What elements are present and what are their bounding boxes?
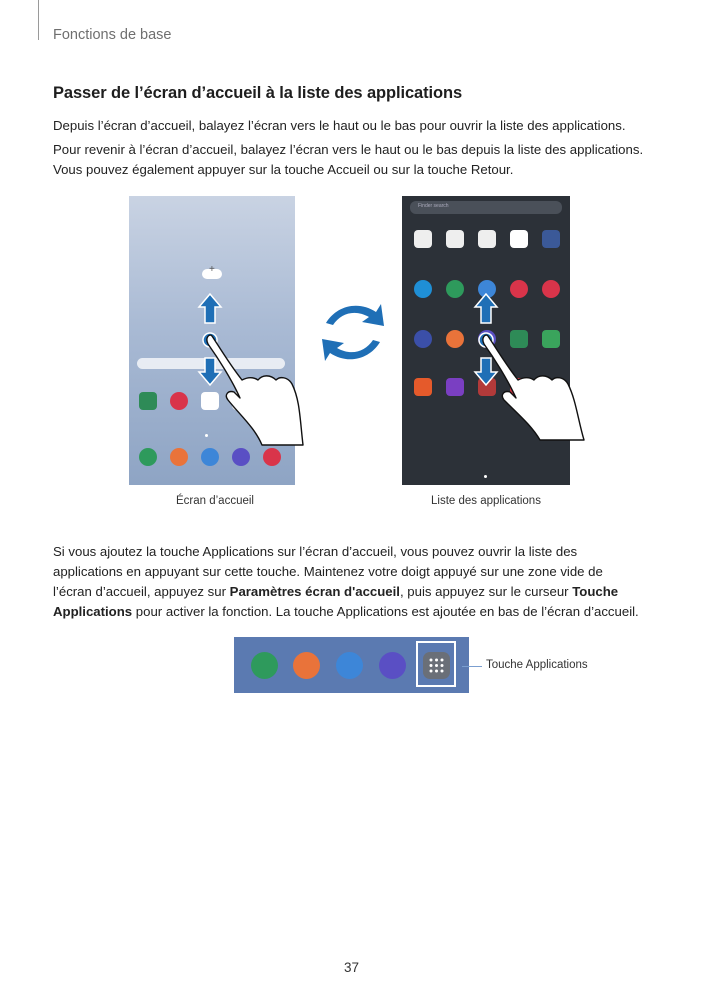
- dock-bar-illustration: [234, 637, 469, 693]
- dock-contacts-icon: [293, 652, 320, 679]
- touche-term: Touche: [572, 584, 619, 599]
- body-line-4: [53, 602, 653, 622]
- apps-hand-pointer-icon: [483, 335, 584, 440]
- dock-internet-icon: [379, 652, 406, 679]
- apps-search-placeholder: Finder search: [418, 203, 449, 209]
- cloud-add-icon: +: [202, 269, 222, 279]
- body-line-2: applications en appuyant sur cette touche. Maintenez votre doigt appuyé sur une zone vide de: [53, 564, 603, 579]
- intro-paragraph-2-line-1: Pour revenir à l’écran d’accueil, balayez l’écran vers le haut ou le bas depuis la liste des applications.: [53, 142, 644, 157]
- dock-phone-icon: [251, 652, 278, 679]
- settings-term: Paramètres écran d'accueil: [229, 584, 400, 599]
- swipe-up-arrow-icon: [199, 294, 221, 323]
- switch-screens-arrows-icon: [322, 304, 384, 361]
- caption-apps-list: Liste des applications: [431, 495, 541, 507]
- applications-term: Applications: [53, 604, 133, 619]
- intro-paragraph-2-line-2: Vous pouvez également appuyer sur la touche Accueil ou sur la touche Retour.: [53, 162, 514, 177]
- apps-swipe-down-arrow-icon: [475, 358, 497, 385]
- intro-paragraph-1: Depuis l’écran d’accueil, balayez l’écran vers le haut ou le bas pour ouvrir la liste des applications.: [53, 118, 626, 133]
- body-line-3-text: l’écran d’accueil, appuyez sur: [53, 584, 230, 599]
- section-header: Fonctions de base: [53, 27, 172, 43]
- callout-touche-applications: Touche Applications: [486, 659, 588, 671]
- apps-swipe-up-arrow-icon: [475, 294, 497, 323]
- body-line-4-text: pour activer la fonction. La touche Applications est ajoutée en bas de l’écran d’accueil.: [132, 604, 639, 619]
- body-line-3: [53, 582, 653, 602]
- apps-grid-icon: [423, 652, 450, 679]
- body-line-3-mid: , puis appuyez sur le curseur: [399, 584, 573, 599]
- page-number: 37: [343, 960, 360, 975]
- page-heading: Passer de l’écran d’accueil à la liste des applications: [53, 84, 463, 102]
- swipe-down-arrow-icon: [199, 358, 221, 385]
- body-line-1: Si vous ajoutez la touche Applications sur l’écran d’accueil, vous pouvez ouvrir la liste des: [53, 544, 578, 559]
- hand-pointer-icon: [207, 335, 303, 445]
- caption-home-screen: Écran d’accueil: [176, 495, 254, 507]
- dock-messages-icon: [336, 652, 363, 679]
- callout-line: [462, 666, 482, 667]
